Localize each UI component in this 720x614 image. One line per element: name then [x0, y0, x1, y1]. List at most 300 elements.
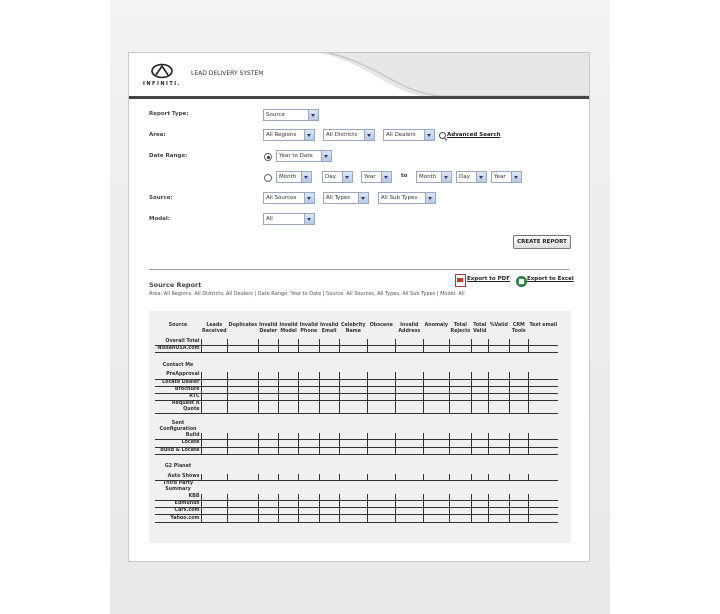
value-cell — [509, 447, 528, 454]
export-excel-link[interactable]: Export to Excel — [527, 276, 574, 282]
value-cell — [299, 447, 319, 454]
chevron-down-icon — [304, 214, 314, 224]
app-title: LEAD DELIVERY SYSTEM — [191, 70, 264, 77]
value-cell — [339, 386, 367, 393]
value-cell — [509, 393, 528, 400]
value-cell — [258, 346, 278, 353]
value-cell — [258, 393, 278, 400]
value-cell — [528, 433, 558, 440]
col-header: Invalid Email — [320, 323, 339, 334]
value-cell — [319, 379, 339, 386]
value-cell — [395, 508, 423, 515]
value-cell — [339, 379, 367, 386]
value-cell — [228, 433, 259, 440]
value-cell — [509, 494, 528, 501]
value-cell — [449, 346, 471, 353]
value-cell — [228, 346, 259, 353]
value-cell — [201, 440, 228, 447]
value-cell — [201, 508, 228, 515]
value-cell — [471, 386, 488, 393]
value-cell — [319, 386, 339, 393]
col-header: Invalid Model — [279, 323, 298, 334]
value-cell — [423, 372, 449, 379]
value-cell — [471, 339, 488, 346]
value-cell — [228, 447, 259, 454]
value-cell — [228, 401, 259, 414]
value-cell — [299, 379, 319, 386]
value-cell — [488, 494, 509, 501]
value-cell — [258, 440, 278, 447]
to-year-value: Year — [494, 174, 506, 180]
value-cell — [367, 508, 395, 515]
value-cell — [488, 346, 509, 353]
value-cell — [201, 372, 228, 379]
table-group-row — [155, 461, 558, 474]
group-spacer — [201, 461, 558, 474]
table-row — [155, 447, 558, 454]
source-cell: Overall Total — [155, 339, 201, 346]
value-cell — [449, 508, 471, 515]
value-cell — [528, 474, 558, 481]
col-header: Obscene — [369, 323, 393, 328]
dealer-value: All Dealers — [386, 132, 416, 138]
value-cell — [423, 379, 449, 386]
value-cell — [423, 386, 449, 393]
value-cell — [201, 339, 228, 346]
value-cell — [449, 447, 471, 454]
value-cell — [367, 433, 395, 440]
from-year-value: Year — [364, 174, 376, 180]
value-cell — [488, 379, 509, 386]
value-cell — [509, 379, 528, 386]
value-cell — [299, 372, 319, 379]
value-cell — [367, 379, 395, 386]
value-cell — [423, 393, 449, 400]
value-cell — [449, 433, 471, 440]
value-cell — [339, 474, 367, 481]
col-header: Invalid Address — [398, 323, 421, 334]
value-cell — [367, 372, 395, 379]
value-cell — [488, 474, 509, 481]
value-cell — [395, 474, 423, 481]
sub-types-select[interactable] — [378, 192, 436, 204]
value-cell — [488, 508, 509, 515]
value-cell — [488, 386, 509, 393]
value-cell — [449, 386, 471, 393]
region-select[interactable] — [263, 129, 315, 141]
value-cell — [528, 393, 558, 400]
create-report-button[interactable]: CREATE REPORT — [513, 235, 571, 249]
value-cell — [201, 346, 228, 353]
value-cell — [299, 515, 319, 522]
from-year-select[interactable] — [361, 171, 392, 183]
value-cell — [509, 372, 528, 379]
value-cell — [228, 474, 259, 481]
col-header: Leads Received — [202, 323, 227, 334]
value-cell — [395, 440, 423, 447]
value-cell — [339, 393, 367, 400]
group-label: Third Party Summary — [162, 481, 194, 493]
value-cell — [319, 447, 339, 454]
value-cell — [395, 372, 423, 379]
value-cell — [488, 440, 509, 447]
value-cell — [278, 501, 298, 508]
source-cell: PreApproval — [155, 372, 201, 379]
group-label: G2 Planet — [164, 464, 192, 470]
col-header: CRM Tools — [511, 323, 526, 334]
report-criteria: Area: All Regions, All Districts, All Dealers | Date Range: Year to Date | Source: All Sources, All Types, All Sub Types | Model: All — [149, 291, 465, 297]
value-cell — [509, 501, 528, 508]
value-cell — [449, 440, 471, 447]
value-cell — [201, 433, 228, 440]
export-pdf-link[interactable]: Export to PDF — [467, 276, 510, 282]
chevron-down-icon — [358, 193, 368, 203]
value-cell — [258, 401, 278, 414]
value-cell — [367, 474, 395, 481]
date-custom-radio[interactable] — [264, 174, 272, 182]
table-row — [155, 440, 558, 447]
value-cell — [339, 339, 367, 346]
value-cell — [299, 508, 319, 515]
value-cell — [423, 433, 449, 440]
table-row — [155, 372, 558, 379]
table-group-row — [155, 480, 558, 494]
value-cell — [509, 386, 528, 393]
value-cell — [395, 346, 423, 353]
value-cell — [319, 515, 339, 522]
value-cell — [367, 440, 395, 447]
dealer-select[interactable] — [383, 129, 435, 141]
report-type-value: Source — [266, 112, 285, 118]
chevron-down-icon — [441, 172, 451, 182]
value-cell — [395, 401, 423, 414]
value-cell — [339, 433, 367, 440]
value-cell — [449, 494, 471, 501]
value-cell — [528, 447, 558, 454]
chevron-down-icon — [511, 172, 521, 182]
value-cell — [319, 440, 339, 447]
value-cell — [319, 474, 339, 481]
report-table — [155, 323, 558, 523]
value-cell — [423, 346, 449, 353]
col-header: Invalid Dealer — [259, 323, 278, 334]
source-cell: Yahoo.com — [155, 515, 201, 522]
value-cell — [509, 401, 528, 414]
value-cell — [509, 346, 528, 353]
col-header: Duplicates — [228, 323, 258, 328]
value-cell — [278, 339, 298, 346]
value-cell — [367, 386, 395, 393]
value-cell — [528, 515, 558, 522]
header — [129, 53, 589, 97]
value-cell — [299, 393, 319, 400]
types-select[interactable] — [323, 192, 369, 204]
value-cell — [423, 401, 449, 414]
value-cell — [228, 494, 259, 501]
chevron-down-icon — [476, 172, 486, 182]
value-cell — [395, 515, 423, 522]
value-cell — [449, 393, 471, 400]
report-grid-container — [149, 311, 571, 543]
excel-icon[interactable] — [516, 276, 527, 287]
value-cell — [258, 339, 278, 346]
infiniti-logo — [143, 63, 181, 91]
value-cell — [423, 447, 449, 454]
table-header-row — [155, 323, 558, 339]
table-row — [155, 346, 558, 353]
value-cell — [339, 515, 367, 522]
value-cell — [488, 372, 509, 379]
value-cell — [258, 515, 278, 522]
value-cell — [423, 501, 449, 508]
value-cell — [471, 379, 488, 386]
value-cell — [339, 401, 367, 414]
col-header: Total Rejects — [450, 323, 471, 334]
sources-value: All Sources — [266, 195, 297, 201]
source-cell: Build & Locate — [155, 447, 201, 454]
from-day-select[interactable] — [322, 171, 353, 183]
value-cell — [528, 339, 558, 346]
table-group-row — [155, 420, 558, 433]
source-cell: Request A Quote — [155, 401, 201, 414]
value-cell — [258, 447, 278, 454]
value-cell — [395, 494, 423, 501]
value-cell — [278, 440, 298, 447]
value-cell — [488, 339, 509, 346]
value-cell — [299, 386, 319, 393]
source-cell: Edmunds — [155, 501, 201, 508]
value-cell — [319, 494, 339, 501]
value-cell — [471, 447, 488, 454]
chevron-down-icon — [425, 193, 435, 203]
value-cell — [228, 393, 259, 400]
value-cell — [395, 339, 423, 346]
col-header: Celebrity Name — [341, 323, 366, 334]
col-header: Text email — [529, 323, 558, 328]
value-cell — [509, 433, 528, 440]
chevron-down-icon — [304, 130, 314, 140]
table-row — [155, 433, 558, 440]
value-cell — [528, 346, 558, 353]
table-row — [155, 508, 558, 515]
value-cell — [319, 339, 339, 346]
group-spacer — [201, 420, 558, 433]
table-row — [155, 339, 558, 346]
table-row — [155, 379, 558, 386]
value-cell — [395, 379, 423, 386]
source-label: Source: — [149, 195, 173, 201]
chevron-down-icon — [304, 193, 314, 203]
col-header: Total Valid — [473, 323, 487, 334]
source-cell: Build — [155, 433, 201, 440]
model-select[interactable] — [263, 213, 315, 225]
value-cell — [278, 515, 298, 522]
value-cell — [228, 501, 259, 508]
value-cell — [278, 379, 298, 386]
value-cell — [228, 339, 259, 346]
value-cell — [278, 372, 298, 379]
area-label: Area: — [149, 132, 166, 138]
table-row — [155, 501, 558, 508]
value-cell — [258, 474, 278, 481]
table-row — [155, 401, 558, 414]
value-cell — [319, 501, 339, 508]
value-cell — [319, 433, 339, 440]
value-cell — [509, 440, 528, 447]
value-cell — [449, 501, 471, 508]
value-cell — [367, 339, 395, 346]
value-cell — [228, 372, 259, 379]
value-cell — [201, 501, 228, 508]
value-cell — [471, 501, 488, 508]
value-cell — [367, 447, 395, 454]
to-day-select[interactable] — [456, 171, 487, 183]
value-cell — [528, 401, 558, 414]
value-cell — [339, 494, 367, 501]
value-cell — [339, 447, 367, 454]
to-month-select[interactable] — [416, 171, 452, 183]
source-cell: Locate Dealer — [155, 379, 201, 386]
value-cell — [471, 372, 488, 379]
value-cell — [278, 401, 298, 414]
sub-types-value: All Sub Types — [381, 195, 418, 201]
value-cell — [449, 339, 471, 346]
value-cell — [471, 515, 488, 522]
value-cell — [423, 440, 449, 447]
report-type-label: Report Type: — [149, 111, 189, 117]
group-label: Sent Configuration — [159, 420, 197, 432]
chevron-down-icon — [321, 151, 331, 161]
value-cell — [258, 379, 278, 386]
value-cell — [299, 494, 319, 501]
value-cell — [319, 508, 339, 515]
value-cell — [395, 433, 423, 440]
report-type-select[interactable] — [263, 109, 319, 121]
value-cell — [339, 372, 367, 379]
district-select[interactable] — [323, 129, 375, 141]
value-cell — [258, 501, 278, 508]
to-month-value: Month — [419, 174, 437, 180]
value-cell — [509, 515, 528, 522]
value-cell — [201, 474, 228, 481]
value-cell — [528, 501, 558, 508]
value-cell — [488, 501, 509, 508]
value-cell — [367, 393, 395, 400]
col-header: %Valid — [489, 323, 508, 328]
value-cell — [449, 474, 471, 481]
value-cell — [278, 393, 298, 400]
report-title: Source Report — [149, 281, 202, 289]
table-row — [155, 515, 558, 522]
infiniti-logo-icon — [151, 63, 173, 79]
from-month-value: Month — [279, 174, 297, 180]
advanced-search-link[interactable]: Advanced Search — [447, 132, 501, 138]
value-cell — [367, 346, 395, 353]
value-cell — [258, 494, 278, 501]
divider — [149, 269, 569, 270]
pdf-icon[interactable] — [455, 274, 466, 287]
search-icon[interactable] — [439, 132, 446, 139]
table-row — [155, 386, 558, 393]
date-range-label: Date Range: — [149, 153, 188, 159]
model-value: All — [266, 216, 273, 222]
value-cell — [423, 474, 449, 481]
chevron-down-icon — [301, 172, 311, 182]
source-cell: Locate — [155, 440, 201, 447]
value-cell — [319, 401, 339, 414]
value-cell — [299, 433, 319, 440]
to-day-value: Day — [459, 174, 470, 180]
from-month-select[interactable] — [276, 171, 312, 183]
to-year-select[interactable] — [491, 171, 522, 183]
value-cell — [258, 386, 278, 393]
value-cell — [395, 393, 423, 400]
chevron-down-icon — [342, 172, 352, 182]
value-cell — [299, 440, 319, 447]
value-cell — [471, 494, 488, 501]
value-cell — [528, 379, 558, 386]
sources-select[interactable] — [263, 192, 315, 204]
value-cell — [471, 401, 488, 414]
value-cell — [367, 401, 395, 414]
value-cell — [228, 508, 259, 515]
value-cell — [509, 508, 528, 515]
value-cell — [471, 508, 488, 515]
value-cell — [339, 501, 367, 508]
date-preset-value: Year to Date — [279, 153, 313, 159]
value-cell — [278, 474, 298, 481]
col-header: Source — [168, 323, 188, 328]
value-cell — [471, 393, 488, 400]
group-spacer — [201, 480, 558, 494]
date-preset-select[interactable] — [276, 150, 332, 162]
value-cell — [471, 440, 488, 447]
value-cell — [201, 386, 228, 393]
value-cell — [509, 339, 528, 346]
source-cell: Brochure — [155, 386, 201, 393]
value-cell — [509, 474, 528, 481]
value-cell — [528, 372, 558, 379]
table-row — [155, 494, 558, 501]
value-cell — [201, 379, 228, 386]
source-cell: KBB — [155, 494, 201, 501]
value-cell — [488, 515, 509, 522]
value-cell — [339, 440, 367, 447]
value-cell — [423, 515, 449, 522]
value-cell — [488, 433, 509, 440]
main-panel — [128, 52, 590, 562]
value-cell — [423, 339, 449, 346]
value-cell — [201, 401, 228, 414]
model-label: Model: — [149, 216, 171, 222]
table-body — [155, 339, 558, 522]
value-cell — [201, 515, 228, 522]
group-label: Contact Me — [162, 362, 194, 368]
value-cell — [201, 447, 228, 454]
source-cell: Cars.com — [155, 508, 201, 515]
value-cell — [278, 386, 298, 393]
value-cell — [488, 447, 509, 454]
date-preset-radio[interactable] — [264, 153, 272, 161]
col-header: Invalid Phone — [299, 323, 318, 334]
value-cell — [228, 379, 259, 386]
value-cell — [449, 372, 471, 379]
value-cell — [423, 494, 449, 501]
value-cell — [449, 515, 471, 522]
value-cell — [471, 346, 488, 353]
table-row — [155, 474, 558, 481]
value-cell — [299, 501, 319, 508]
